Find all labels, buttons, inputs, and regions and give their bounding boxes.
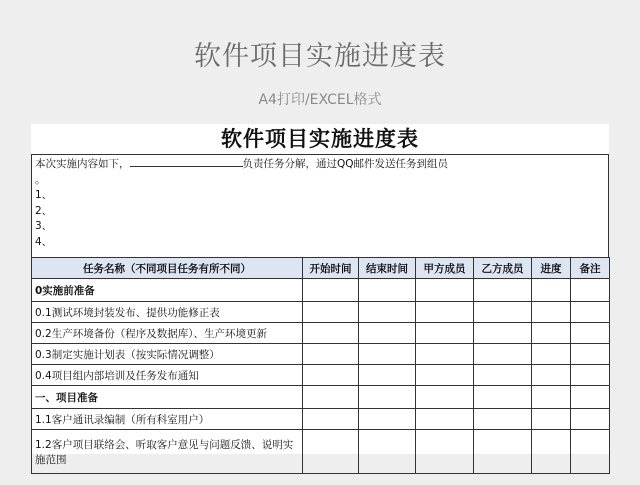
task-cell[interactable]: 0.4项目组内部培训及任务发布通知: [32, 365, 303, 386]
client-member-cell[interactable]: [416, 365, 474, 386]
notes-cell[interactable]: [571, 302, 610, 323]
vendor-member-cell[interactable]: [474, 386, 532, 409]
table-header-row: [32, 258, 610, 279]
client-member-cell[interactable]: [416, 409, 474, 430]
fill-in-blank[interactable]: [130, 156, 243, 167]
notes-cell[interactable]: [571, 409, 610, 430]
intro-item-3: 3、: [35, 220, 53, 232]
table-row: [32, 365, 610, 386]
progress-cell[interactable]: [532, 323, 571, 344]
table-row: [32, 279, 610, 302]
notes-cell[interactable]: [571, 386, 610, 409]
start-cell[interactable]: [303, 409, 359, 430]
intro-line-1: [35, 156, 605, 173]
intro-prefix: 本次实施内容如下，: [35, 158, 130, 170]
start-cell[interactable]: [303, 386, 359, 409]
progress-cell[interactable]: [532, 344, 571, 365]
column-header-end: 结束时间: [359, 258, 416, 279]
task-cell[interactable]: 0实施前准备: [32, 279, 303, 302]
end-cell[interactable]: [359, 302, 416, 323]
notes-cell[interactable]: [571, 430, 610, 474]
client-member-cell[interactable]: [416, 279, 474, 302]
client-member-cell[interactable]: [416, 344, 474, 365]
progress-cell[interactable]: [532, 386, 571, 409]
table-row: [32, 323, 610, 344]
end-cell[interactable]: [359, 365, 416, 386]
client-member-cell[interactable]: [416, 302, 474, 323]
end-cell[interactable]: [359, 430, 416, 474]
end-cell[interactable]: [359, 323, 416, 344]
column-header-task: 任务名称（不同项目任务有所不同）: [32, 258, 303, 279]
progress-cell[interactable]: [532, 365, 571, 386]
intro-item-2: 2、: [35, 204, 53, 217]
end-cell[interactable]: [359, 279, 416, 302]
start-cell[interactable]: [303, 323, 359, 344]
intro-item-4: 4、: [35, 235, 53, 248]
progress-cell[interactable]: [532, 409, 571, 430]
task-cell[interactable]: 0.1测试环境封装发布、提供功能修正表: [32, 302, 303, 323]
end-cell[interactable]: [359, 386, 416, 409]
start-cell[interactable]: [303, 279, 359, 302]
vendor-member-cell[interactable]: [474, 409, 532, 430]
vendor-member-cell[interactable]: [474, 302, 532, 323]
intro-item-1: 1、: [35, 189, 53, 201]
notes-cell[interactable]: [571, 365, 610, 386]
vendor-member-cell[interactable]: [474, 323, 532, 344]
vendor-member-cell[interactable]: [474, 279, 532, 302]
table-row: [32, 430, 610, 474]
task-cell[interactable]: 1.1客户通讯录编制（所有科室用户）: [32, 409, 303, 430]
client-member-cell[interactable]: [416, 323, 474, 344]
vendor-member-cell[interactable]: [474, 430, 532, 474]
end-cell[interactable]: [359, 344, 416, 365]
column-header-client-member: 甲方成员: [416, 258, 474, 279]
notes-cell[interactable]: [571, 344, 610, 365]
progress-cell[interactable]: [532, 279, 571, 302]
notes-cell[interactable]: [571, 323, 610, 344]
column-header-vendor-member: 乙方成员: [474, 258, 532, 279]
intro-line-2: 。: [35, 173, 46, 186]
task-cell[interactable]: 1.2客户项目联络会、听取客户意见与问题反馈、说明实施范围: [32, 430, 303, 474]
client-member-cell[interactable]: [416, 386, 474, 409]
progress-table: [31, 257, 610, 474]
notes-cell[interactable]: [571, 279, 610, 302]
task-cell[interactable]: 0.3制定实施计划表（按实际情况调整）: [32, 344, 303, 365]
task-cell[interactable]: 0.2生产环境备份（程序及数据库）、生产环境更新: [32, 323, 303, 344]
table-row: [32, 344, 610, 365]
task-cell[interactable]: 一、项目准备: [32, 386, 303, 409]
spreadsheet-preview: [31, 124, 609, 466]
intro-suffix: 负责任务分解，通过QQ邮件发送任务到组员: [242, 158, 449, 170]
progress-cell[interactable]: [532, 302, 571, 323]
start-cell[interactable]: [303, 344, 359, 365]
table-row: [32, 386, 610, 409]
end-cell[interactable]: [359, 409, 416, 430]
client-member-cell[interactable]: [416, 430, 474, 474]
intro-block: [31, 154, 609, 257]
column-header-progress: 进度: [532, 258, 571, 279]
start-cell[interactable]: [303, 430, 359, 474]
vendor-member-cell[interactable]: [474, 365, 532, 386]
table-row: [32, 409, 610, 430]
column-header-start: 开始时间: [303, 258, 359, 279]
column-header-notes: 备注: [571, 258, 610, 279]
document-title: 软件项目实施进度表: [221, 127, 419, 151]
progress-cell[interactable]: [532, 430, 571, 474]
start-cell[interactable]: [303, 302, 359, 323]
page-subtitle: A4打印/EXCEL格式: [258, 92, 382, 108]
vendor-member-cell[interactable]: [474, 344, 532, 365]
start-cell[interactable]: [303, 365, 359, 386]
table-row: [32, 302, 610, 323]
page-title: 软件项目实施进度表: [194, 41, 446, 72]
